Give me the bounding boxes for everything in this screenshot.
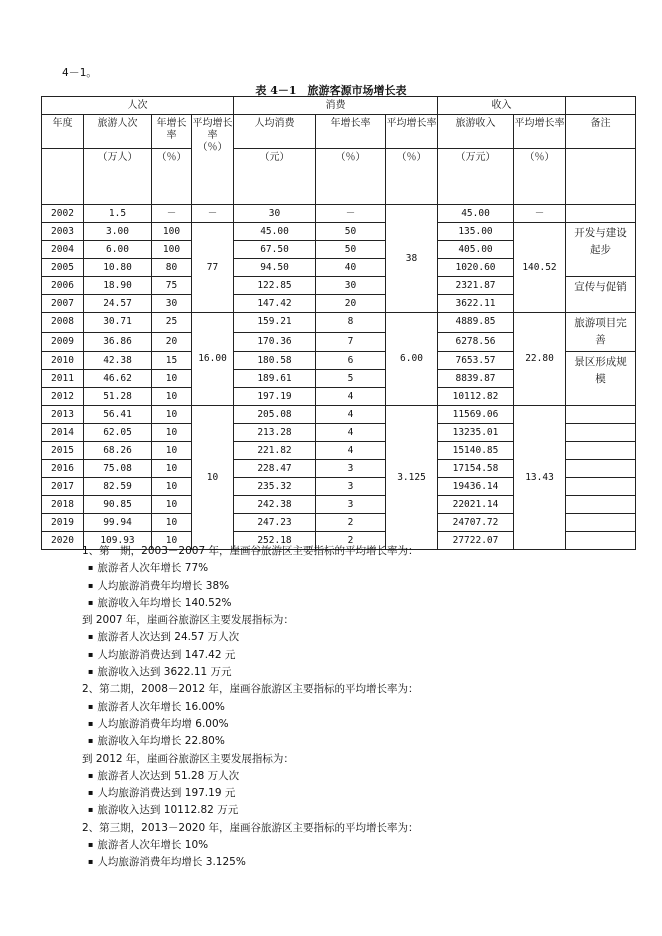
header-income-avg: 平均增长率 [514,115,566,149]
tourists-growth-cell: 10 [152,496,192,514]
note-cell [566,496,636,514]
spend-cell: 180.58 [234,352,316,370]
income-cell: 135.00 [438,223,514,241]
year-cell: 2002 [42,205,84,223]
income-cell: 10112.82 [438,388,514,406]
header-tourists: 旅游人次 [84,115,152,149]
note-heading: 2、第二期，2008－2012 年，崖画谷旅游区主要指标的平均增长率为： [82,683,419,696]
tourists-cell: 62.05 [84,424,152,442]
year-cell: 2019 [42,514,84,532]
header-year: 年度 [42,115,84,149]
tourists-growth-cell: 10 [152,424,192,442]
spend-cell: 147.42 [234,295,316,313]
spend-avg-cell: 6.00 [386,313,438,406]
tourists-cell: 1.5 [84,205,152,223]
income-cell: 4889.85 [438,313,514,333]
spend-cell: 205.08 [234,406,316,424]
year-cell: 2007 [42,295,84,313]
note-cell [566,442,636,460]
note-cell: 旅游项目完善 [566,313,636,352]
spend-growth-cell: 4 [316,406,386,424]
income-cell: 22021.14 [438,496,514,514]
spend-growth-cell: 50 [316,223,386,241]
spend-cell: 252.18 [234,532,316,550]
income-avg-cell: 13.43 [514,406,566,550]
note-cell: 景区形成规模 [566,352,636,406]
note-cell [566,424,636,442]
group-header-spending: 消费 [234,97,438,115]
note-bullet: ▪ 旅游收入达到 3622.11 万元 [82,664,622,681]
header-note: 备注 [566,115,636,149]
income-cell: 1020.60 [438,259,514,277]
tourists-cell: 10.80 [84,259,152,277]
income-cell: 19436.14 [438,478,514,496]
group-header-income: 收入 [438,97,566,115]
table-row [42,406,636,424]
header-tourists-avg-label: 平均增长率 [192,118,233,141]
unit-year [42,149,84,205]
spend-cell: 67.50 [234,241,316,259]
spend-growth-cell: 50 [316,241,386,259]
note-heading: 到 2007 年，崖画谷旅游区主要发展指标为： [82,614,294,627]
spend-growth-cell: 4 [316,388,386,406]
income-cell: 8839.87 [438,370,514,388]
header-spend: 人均消费 [234,115,316,149]
tourists-cell: 18.90 [84,277,152,295]
section-reference: 4－1。 [62,66,98,79]
spend-growth-cell: 8 [316,313,386,333]
group-header-blank [566,97,636,115]
year-cell: 2005 [42,259,84,277]
note-bullet: ▪ 人均旅游消费达到 197.19 元 [82,785,622,802]
year-cell: 2006 [42,277,84,295]
note-bullet: ▪ 旅游者人次达到 51.28 万人次 [82,768,622,785]
note-bullet: ▪ 人均旅游消费年均增长 3.125% [82,854,622,871]
note-bullet: ▪ 旅游收入达到 10112.82 万元 [82,802,622,819]
spend-cell: 197.19 [234,388,316,406]
spend-cell: 235.32 [234,478,316,496]
spend-cell: 228.47 [234,460,316,478]
note-heading: 1、第一期，2003－2007 年，崖画谷旅游区主要指标的平均增长率为： [82,545,419,557]
spend-growth-cell: 3 [316,478,386,496]
tourists-growth-cell: 10 [152,406,192,424]
spend-cell: 30 [234,205,316,223]
unit-spend-growth: （％） [316,149,386,205]
spend-growth-cell: 5 [316,370,386,388]
year-cell: 2017 [42,478,84,496]
note-bullet: ▪ 旅游者人次年增长 16.00% [82,699,622,716]
year-cell: 2004 [42,241,84,259]
tourists-avg-cell: － [192,205,234,223]
note-bullet: ▪ 旅游者人次年增长 77% [82,560,622,577]
spend-cell: 45.00 [234,223,316,241]
tourists-cell: 68.26 [84,442,152,460]
income-cell: 17154.58 [438,460,514,478]
unit-spend: （元） [234,149,316,205]
tourists-growth-cell: 15 [152,352,192,370]
unit-note [566,149,636,205]
tourists-cell: 6.00 [84,241,152,259]
spend-growth-cell: 2 [316,532,386,550]
tourists-growth-cell: 100 [152,223,192,241]
spend-avg-cell: 3.125 [386,406,438,550]
note-bullet: ▪ 人均旅游消费年均增 6.00% [82,716,622,733]
year-cell: 2018 [42,496,84,514]
note-cell [566,460,636,478]
year-cell: 2011 [42,370,84,388]
tourists-cell: 24.57 [84,295,152,313]
unit-tourists-growth: （％） [152,149,192,205]
income-avg-cell: 140.52 [514,223,566,313]
tourists-growth-cell: － [152,205,192,223]
year-cell: 2008 [42,313,84,333]
unit-spend-avg: （％） [386,149,438,205]
tourists-cell: 109.93 [84,532,152,550]
spend-growth-cell: 3 [316,460,386,478]
income-cell: 2321.87 [438,277,514,295]
header-spend-growth: 年增长率 [316,115,386,149]
income-cell: 6278.56 [438,332,514,352]
note-heading: 2、第三期，2013－2020 年，崖画谷旅游区主要指标的平均增长率为： [82,821,419,834]
header-income: 旅游收入 [438,115,514,149]
tourists-growth-cell: 75 [152,277,192,295]
tourists-cell: 42.38 [84,352,152,370]
year-cell: 2014 [42,424,84,442]
income-cell: 45.00 [438,205,514,223]
tourists-avg-cell: 16.00 [192,313,234,406]
spend-cell: 122.85 [234,277,316,295]
note-bullet: ▪ 旅游者人次达到 24.57 万人次 [82,629,622,646]
year-cell: 2016 [42,460,84,478]
spend-cell: 242.38 [234,496,316,514]
tourists-growth-cell: 10 [152,478,192,496]
tourists-growth-cell: 30 [152,295,192,313]
spend-growth-cell: － [316,205,386,223]
year-cell: 2013 [42,406,84,424]
tourists-growth-cell: 10 [152,532,192,550]
tourists-growth-cell: 10 [152,388,192,406]
spend-growth-cell: 3 [316,496,386,514]
tourists-growth-cell: 20 [152,332,192,352]
note-bullet: ▪ 旅游者人次年增长 10% [82,837,622,854]
income-cell: 405.00 [438,241,514,259]
table-row [42,313,636,333]
tourists-growth-cell: 100 [152,241,192,259]
tourists-growth-cell: 80 [152,259,192,277]
tourists-cell: 46.62 [84,370,152,388]
income-cell: 27722.07 [438,532,514,550]
header-spend-avg: 平均增长率 [386,115,438,149]
note-heading: 到 2012 年，崖画谷旅游区主要发展指标为： [82,752,294,765]
note-cell: 开发与建设起步 [566,223,636,277]
column-header-row [42,115,636,149]
tourists-cell: 30.71 [84,313,152,333]
group-header-row [42,97,636,115]
unit-row [42,149,636,205]
income-cell: 3622.11 [438,295,514,313]
notes-section [82,543,622,872]
tourism-growth-table [41,96,636,550]
spend-growth-cell: 7 [316,332,386,352]
spend-growth-cell: 6 [316,352,386,370]
spend-cell: 94.50 [234,259,316,277]
tourists-avg-cell: 77 [192,223,234,313]
spend-cell: 221.82 [234,442,316,460]
note-cell [566,205,636,223]
spend-cell: 247.23 [234,514,316,532]
year-cell: 2015 [42,442,84,460]
income-avg-cell: 22.80 [514,313,566,406]
year-cell: 2012 [42,388,84,406]
group-header-persons: 人次 [42,97,234,115]
header-tourists-avg-unit: （％） [197,142,228,153]
note-cell [566,406,636,424]
tourists-growth-cell: 10 [152,370,192,388]
spend-growth-cell: 4 [316,424,386,442]
tourists-cell: 82.59 [84,478,152,496]
tourists-cell: 99.94 [84,514,152,532]
note-cell [566,514,636,532]
spend-avg-cell: 38 [386,205,438,313]
spend-growth-cell: 20 [316,295,386,313]
tourists-cell: 3.00 [84,223,152,241]
tourists-growth-cell: 10 [152,442,192,460]
header-tourists-growth: 年增长率 [152,115,192,149]
tourists-cell: 51.28 [84,388,152,406]
note-cell [566,478,636,496]
spend-cell: 213.28 [234,424,316,442]
unit-income-avg: （％） [514,149,566,205]
year-cell: 2020 [42,532,84,550]
table-title: 表 4－1 旅游客源市场增长表 [255,84,407,97]
year-cell: 2010 [42,352,84,370]
spend-cell: 170.36 [234,332,316,352]
tourists-growth-cell: 10 [152,460,192,478]
note-bullet: ▪ 人均旅游消费达到 147.42 元 [82,647,622,664]
note-cell: 宣传与促销 [566,277,636,313]
spend-growth-cell: 30 [316,277,386,295]
income-cell: 7653.57 [438,352,514,370]
tourists-growth-cell: 25 [152,313,192,333]
tourists-avg-cell: 10 [192,406,234,550]
note-bullet: ▪ 旅游收入年均增长 22.80% [82,733,622,750]
table-row [42,205,636,223]
note-bullet: ▪ 旅游收入年均增长 140.52% [82,595,622,612]
income-cell: 24707.72 [438,514,514,532]
unit-tourists: （万人） [84,149,152,205]
tourists-cell: 36.86 [84,332,152,352]
income-avg-cell: － [514,205,566,223]
spend-cell: 159.21 [234,313,316,333]
tourists-cell: 56.41 [84,406,152,424]
income-cell: 15140.85 [438,442,514,460]
tourists-cell: 75.08 [84,460,152,478]
table-row [42,223,636,241]
note-bullet: ▪ 人均旅游消费年均增长 38% [82,578,622,595]
income-cell: 13235.01 [438,424,514,442]
year-cell: 2003 [42,223,84,241]
header-tourists-avg [192,115,234,205]
spend-growth-cell: 2 [316,514,386,532]
year-cell: 2009 [42,332,84,352]
unit-income: （万元） [438,149,514,205]
income-cell: 11569.06 [438,406,514,424]
spend-growth-cell: 4 [316,442,386,460]
tourists-cell: 90.85 [84,496,152,514]
spend-cell: 189.61 [234,370,316,388]
tourists-growth-cell: 10 [152,514,192,532]
spend-growth-cell: 40 [316,259,386,277]
